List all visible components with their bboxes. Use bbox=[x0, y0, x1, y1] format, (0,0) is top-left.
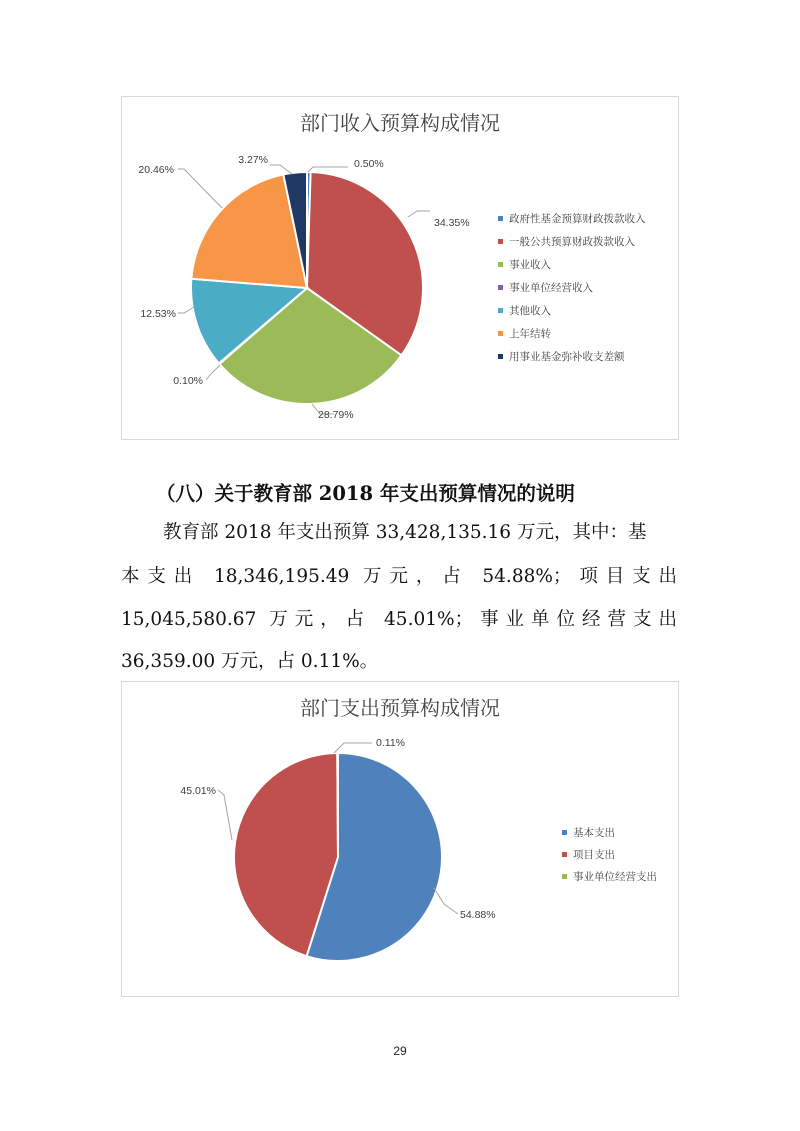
legend-item: 其他收入 bbox=[509, 305, 551, 317]
leader-line bbox=[178, 307, 194, 313]
paragraph-line: 36,359.00 万元，占 0.11%。 bbox=[121, 651, 379, 672]
legend-item: 上年结转 bbox=[509, 328, 551, 340]
legend-item: 事业单位经营支出 bbox=[573, 871, 657, 883]
legend-swatch bbox=[498, 216, 503, 221]
leader-line bbox=[408, 211, 430, 217]
legend-item: 项目支出 bbox=[573, 849, 615, 861]
leader-line bbox=[434, 888, 458, 914]
data-label: 28.79% bbox=[318, 409, 354, 421]
legend-swatch bbox=[498, 354, 503, 359]
expense-budget-pie-chart bbox=[121, 681, 679, 997]
data-label: 12.53% bbox=[140, 308, 176, 320]
paragraph-line: 15,045,580.67 万元，占 45.01%；事业单位经营支出 bbox=[121, 609, 677, 630]
legend-swatch bbox=[498, 239, 503, 244]
leader-line bbox=[206, 365, 220, 380]
legend-item: 基本支出 bbox=[573, 827, 615, 839]
data-label: 0.11% bbox=[376, 737, 405, 749]
expense-pie-svg bbox=[122, 682, 678, 996]
income-pie-svg bbox=[122, 97, 678, 439]
leader-line bbox=[178, 169, 222, 208]
leader-line bbox=[334, 743, 372, 753]
leader-line bbox=[218, 790, 232, 840]
legend-item: 一般公共预算财政拨款收入 bbox=[509, 236, 635, 248]
data-label: 0.50% bbox=[354, 158, 384, 170]
data-label: 3.27% bbox=[238, 154, 268, 166]
income-budget-pie-chart bbox=[121, 96, 679, 440]
chart-title: 部门收入预算构成情况 bbox=[300, 111, 500, 135]
legend-swatch bbox=[562, 874, 567, 879]
paragraph-line: 教育部 2018 年支出预算 33,428,135.16 万元，其中：基 bbox=[163, 522, 647, 543]
data-label: 0.10% bbox=[173, 375, 203, 387]
legend-item: 用事业基金弥补收支差额 bbox=[509, 351, 625, 363]
data-label: 45.01% bbox=[180, 785, 216, 797]
section-heading: （八）关于教育部 2018 年支出预算情况的说明 bbox=[156, 482, 575, 505]
page-number: 29 bbox=[393, 1044, 407, 1058]
legend-item: 政府性基金预算财政拨款收入 bbox=[509, 213, 646, 225]
legend-swatch bbox=[498, 331, 503, 336]
data-label: 54.88% bbox=[460, 909, 496, 921]
data-label: 34.35% bbox=[434, 217, 470, 229]
chart-title: 部门支出预算构成情况 bbox=[300, 696, 500, 720]
legend-swatch bbox=[498, 308, 503, 313]
legend-swatch bbox=[498, 285, 503, 290]
legend-swatch bbox=[562, 852, 567, 857]
paragraph-line: 本支出 18,346,195.49 万元，占 54.88%；项目支出 bbox=[121, 566, 677, 587]
legend-swatch bbox=[498, 262, 503, 267]
legend-swatch bbox=[562, 830, 567, 835]
legend-item: 事业单位经营收入 bbox=[509, 282, 593, 294]
legend-item: 事业收入 bbox=[509, 259, 551, 271]
data-label: 20.46% bbox=[138, 164, 174, 176]
pie-slice-3 bbox=[337, 753, 338, 857]
